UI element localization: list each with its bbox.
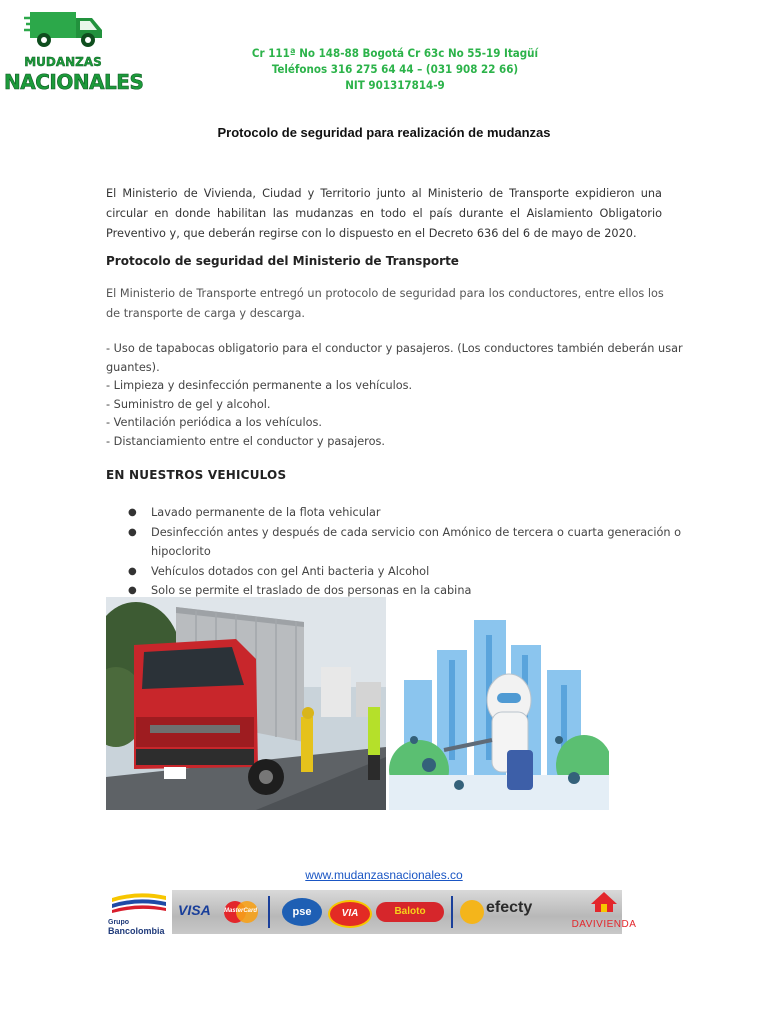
company-logo <box>2 2 144 97</box>
divider <box>268 896 270 928</box>
address-line: Cr 111ª No 148-88 Bogotá Cr 63c No 55-19 Itagüí <box>251 46 539 60</box>
house-icon <box>589 890 619 914</box>
section-heading-protocol: Protocolo de seguridad del Ministerio de Transporte <box>106 254 459 268</box>
list-item-text: Solo se permite el traslado de dos personas en la cabina <box>151 584 472 597</box>
logo-text-line1: MUDANZAS <box>24 55 102 69</box>
website-link[interactable]: www.mudanzasnacionales.co <box>305 868 463 882</box>
efecty-logo: efecty <box>486 899 533 916</box>
baloto-logo: Baloto <box>376 902 444 922</box>
bullet-icon: ● <box>128 507 137 518</box>
list-item: - Limpieza y desinfección permanente a los vehículos. <box>106 379 413 392</box>
davivienda-text: DAVIVIENDA <box>571 919 637 930</box>
bancolombia-text-1: Grupo <box>108 919 129 926</box>
pse-logo: pse <box>282 898 322 926</box>
list-item <box>128 503 688 523</box>
list-item-text: Lavado permanente de la flota vehicular <box>151 506 381 519</box>
section-heading-vehicles: EN NUESTROS VEHICULOS <box>106 468 287 482</box>
truck-disinfection-photo <box>106 597 386 810</box>
city-disinfection-illustration <box>389 600 609 810</box>
list-item <box>128 562 688 582</box>
contact-header <box>185 45 605 93</box>
via-logo: VIA <box>328 900 372 928</box>
visa-logo: VISA <box>178 902 211 918</box>
davivienda-logo <box>558 890 650 934</box>
list-item: - Ventilación periódica a los vehículos. <box>106 416 322 429</box>
payment-methods-strip <box>106 890 652 934</box>
bancolombia-logo <box>108 892 170 936</box>
nit-line: NIT 901317814-9 <box>345 78 445 92</box>
bullet-icon: ● <box>128 526 137 538</box>
efecty-icon <box>460 900 484 924</box>
mastercard-text: MasterCard <box>224 908 258 914</box>
phones-line: Teléfonos 316 275 64 44 – (031 908 22 66) <box>271 62 519 76</box>
bullet-icon: ● <box>128 565 137 577</box>
bullet-icon: ● <box>128 585 137 596</box>
protocol-paragraph: El Ministerio de Transporte entregó un protocolo de seguridad para los conductores, entre ellos los de transporte de carga y descarga. <box>106 287 664 320</box>
document-title: Protocolo de seguridad para realización de mudanzas <box>217 125 551 140</box>
vehicles-list <box>128 503 688 601</box>
website-link-container <box>0 866 768 884</box>
list-item: - Distanciamiento entre el conductor y pasajeros. <box>106 434 385 448</box>
list-item <box>128 523 688 562</box>
list-item: - Uso de tapabocas obligatorio para el conductor y pasajeros. (Los conductores también deberán usar guantes). <box>106 342 683 374</box>
bancolombia-text-2: Bancolombia <box>108 926 165 936</box>
logo-text-line2: NACIONALES <box>4 70 144 94</box>
mastercard-logo <box>222 900 260 924</box>
list-item-text: Vehículos dotados con gel Anti bacteria y Alcohol <box>151 564 430 578</box>
divider <box>451 896 453 928</box>
list-item: - Suministro de gel y alcohol. <box>106 397 271 411</box>
intro-paragraph: El Ministerio de Vivienda, Ciudad y Territorio junto al Ministerio de Transporte expidieron una circular en donde habilitan las mudanzas en todo el país durante el Aislamiento Obligatorio Preventivo y, que deberán regirse con lo dispuesto en el Decreto 636 del 6 de mayo de 2020. <box>106 187 662 240</box>
measures-list <box>106 340 686 451</box>
list-item-text: Desinfección antes y después de cada servicio con Amónico de tercera o cuarta generación o hipoclorito <box>151 525 682 558</box>
moving-truck-icon <box>24 4 106 54</box>
